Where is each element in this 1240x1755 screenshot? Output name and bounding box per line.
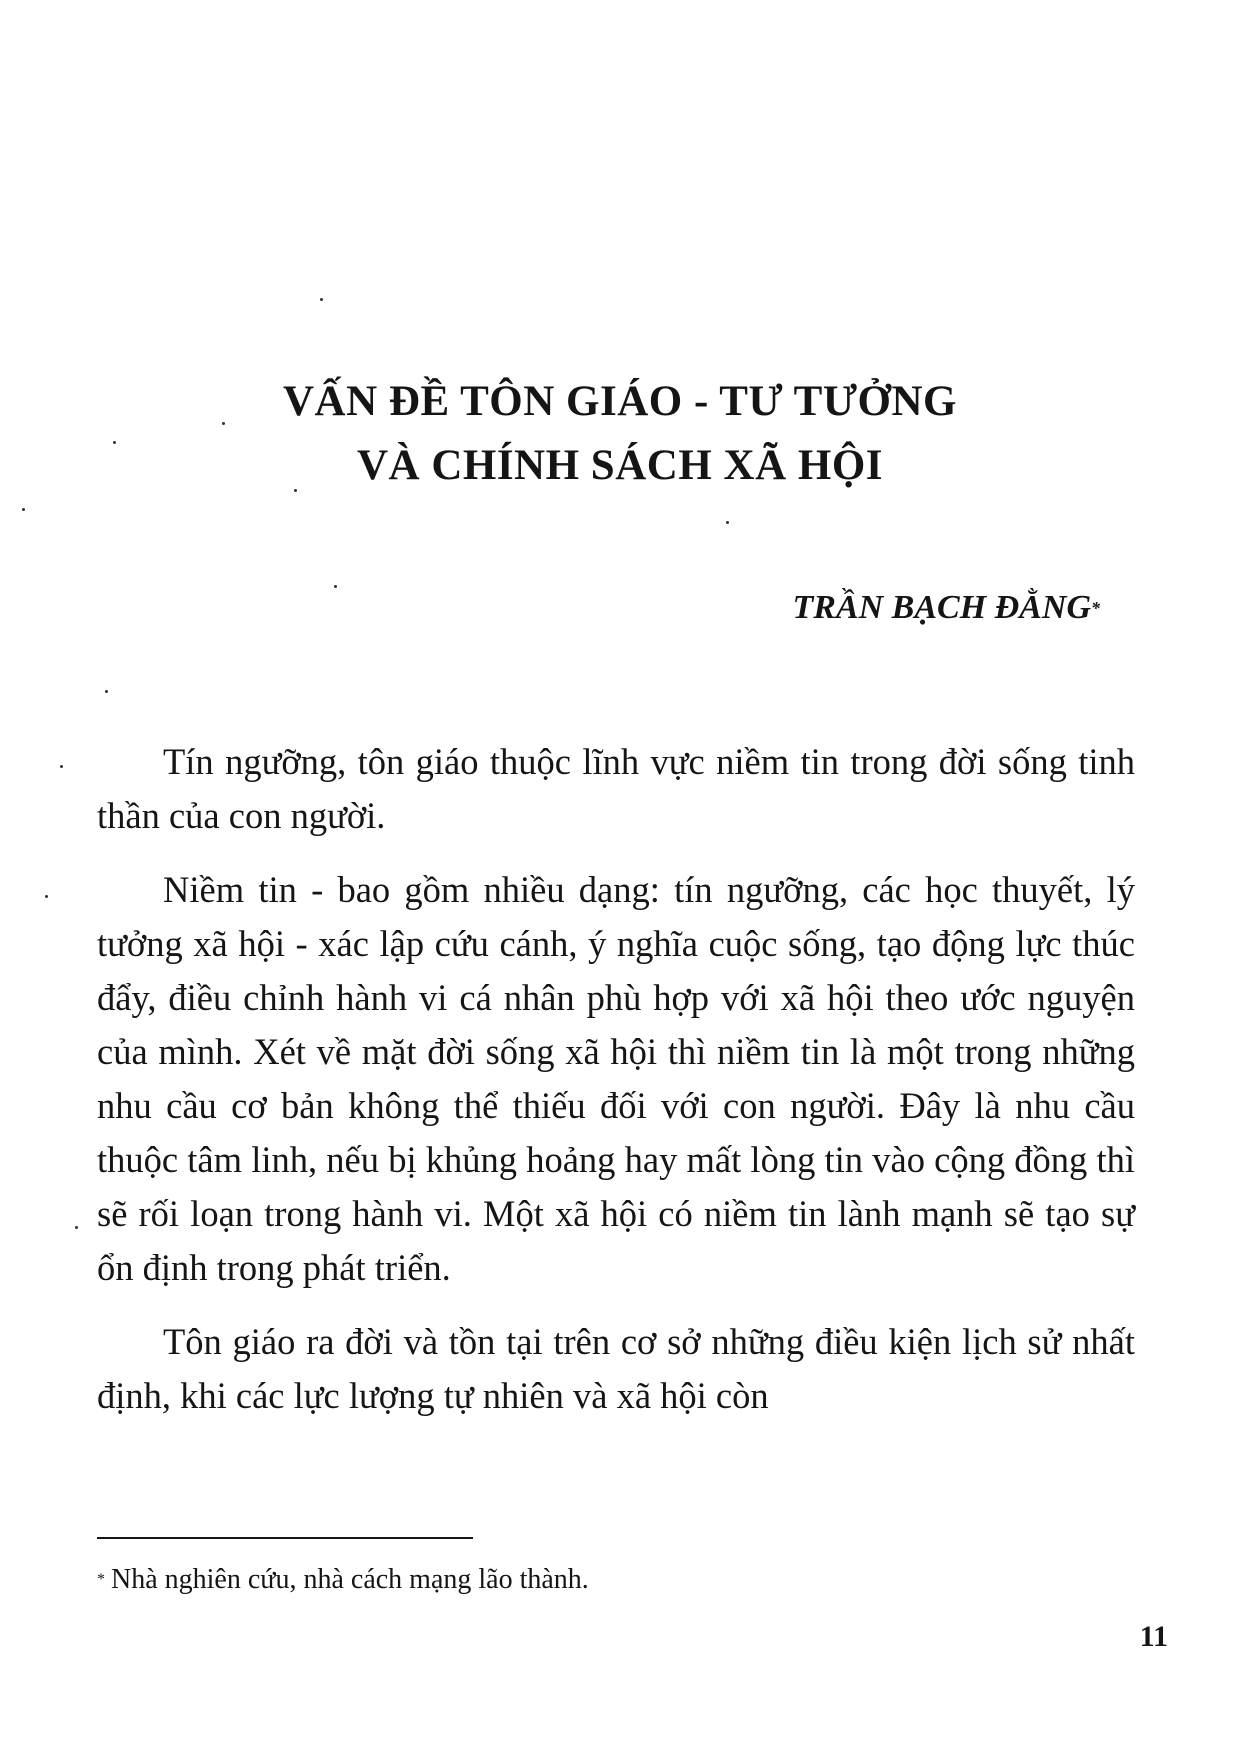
- article-body: [97, 735, 1135, 1443]
- scan-speck: [45, 895, 48, 898]
- paragraph-1: Tín ngưỡng, tôn giáo thuộc lĩnh vực niềm tin trong đời sống tinh thần của con người.: [97, 741, 1135, 836]
- scan-speck: [75, 1226, 78, 1229]
- author-byline: [793, 586, 1101, 630]
- scan-speck: [22, 508, 25, 511]
- title-line-1: VẤN ĐỀ TÔN GIÁO - TƯ TƯỞNG: [283, 378, 957, 425]
- paragraph-2: Niềm tin - bao gồm nhiều dạng: tín ngưỡng, các học thuyết, lý tưởng xã hội - xác lập cứu cánh, ý nghĩa cuộc sống, tạo động lực thúc đẩy, điều chỉnh hành vi cá nhân phù hợp với xã hội theo ước nguyện của mình. Xét về mặt đời sống xã hội thì niềm tin là một trong những nhu cầu cơ bản không thể thiếu đối với con người. Đây là nhu cầu thuộc tâm linh, nếu bị khủng hoảng hay mất lòng tin vào cộng đồng thì sẽ rối loạn trong hành vi. Một xã hội có niềm tin lành mạnh sẽ tạo sự ổn định trong phát triển.: [97, 869, 1135, 1288]
- footnote-divider: [97, 1537, 473, 1539]
- scan-speck: [60, 765, 63, 768]
- footnote-mark: *: [97, 1571, 105, 1588]
- paragraph-3: Tôn giáo ra đời và tồn tại trên cơ sở những điều kiện lịch sử nhất định, khi các lực lượng tự nhiên và xã hội còn: [97, 1321, 1135, 1416]
- scan-speck: [105, 690, 108, 693]
- scan-speck: [726, 521, 729, 524]
- scan-speck: [334, 585, 337, 588]
- author-name: TRẦN BẠCH ĐẰNG: [792, 589, 1091, 626]
- scan-speck: [294, 489, 297, 492]
- footnote: [97, 1562, 589, 1598]
- scan-speck: [113, 441, 116, 444]
- title-line-2: VÀ CHÍNH SÁCH XÃ HỘI: [356, 442, 884, 489]
- article-title: [0, 370, 1240, 498]
- footnote-text: Nhà nghiên cứu, nhà cách mạng lão thành.: [111, 1564, 589, 1595]
- scan-speck: [222, 422, 225, 425]
- author-footnote-mark: *: [1091, 598, 1100, 618]
- page-number: 11: [1139, 1620, 1168, 1653]
- scan-speck: [320, 298, 323, 301]
